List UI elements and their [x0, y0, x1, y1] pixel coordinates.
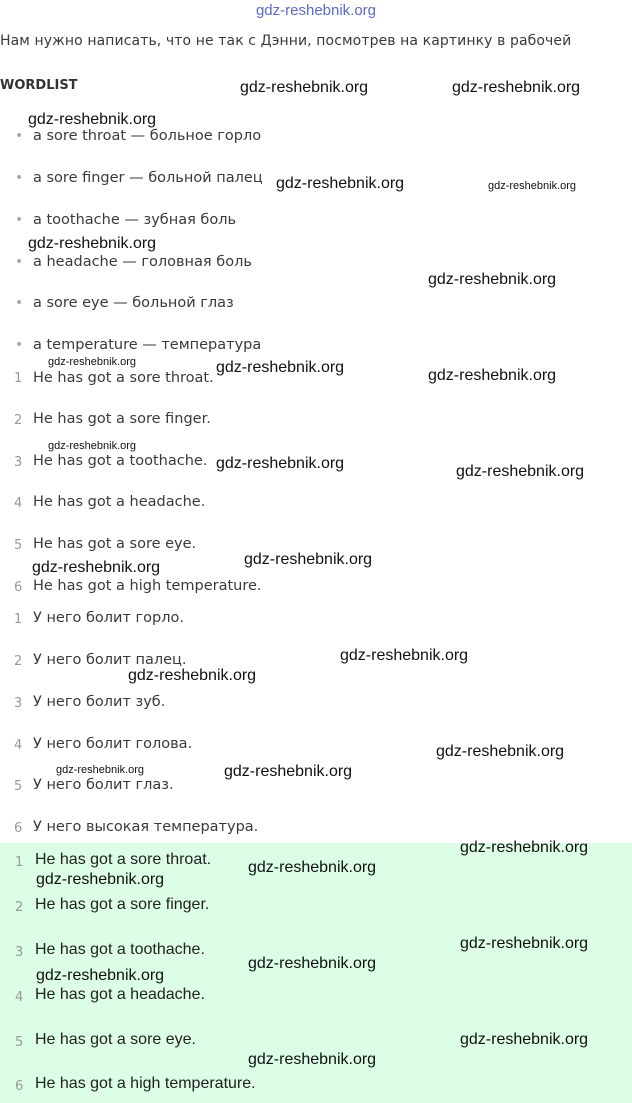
watermark: gdz-reshebnik.org — [456, 463, 585, 480]
russian-sentence: У него болит палец. — [33, 652, 187, 668]
sentence-number: 3 — [14, 696, 23, 711]
watermark: gdz-reshebnik.org — [452, 79, 581, 96]
sentence-number: 1 — [14, 612, 23, 627]
english-sentence: He has got a high temperature. — [33, 578, 262, 594]
wordlist-item: a temperature — температура — [33, 337, 262, 353]
sentence-number: 4 — [14, 738, 23, 753]
answer-sentence: He has got a high temperature. — [35, 1075, 256, 1092]
answer-sentence: He has got a headache. — [35, 986, 205, 1003]
answer-sentence: He has got a toothache. — [35, 941, 205, 958]
watermark: gdz-reshebnik.org — [248, 1051, 377, 1068]
header-watermark: gdz-reshebnik.org — [255, 2, 377, 19]
watermark: gdz-reshebnik.org — [428, 271, 557, 288]
english-sentence: He has got a headache. — [33, 494, 206, 510]
watermark: gdz-reshebnik.org — [436, 743, 565, 760]
bullet-icon: • — [15, 337, 24, 353]
answer-number: 3 — [15, 945, 24, 960]
wordlist-item: a sore eye — больной глаз — [33, 295, 234, 311]
watermark: gdz-reshebnik.org — [244, 551, 373, 568]
watermark: gdz-reshebnik.org — [48, 356, 137, 368]
watermark: gdz-reshebnik.org — [216, 359, 345, 376]
watermark: gdz-reshebnik.org — [32, 559, 161, 576]
watermark: gdz-reshebnik.org — [36, 871, 165, 888]
sentence-number: 6 — [14, 580, 23, 595]
answer-number: 1 — [15, 855, 24, 870]
watermark: gdz-reshebnik.org — [248, 859, 377, 876]
wordlist-item: a sore throat — больное горло — [33, 128, 262, 144]
watermark: gdz-reshebnik.org — [240, 79, 369, 96]
english-sentence: He has got a sore throat. — [33, 370, 214, 386]
bullet-icon: • — [15, 295, 24, 311]
watermark: gdz-reshebnik.org — [36, 967, 165, 984]
bullet-icon: • — [15, 254, 24, 270]
watermark: gdz-reshebnik.org — [48, 440, 137, 452]
wordlist-title: WORDLIST — [0, 78, 78, 93]
watermark: gdz-reshebnik.org — [340, 647, 469, 664]
russian-sentence: У него болит горло. — [33, 610, 184, 626]
watermark: gdz-reshebnik.org — [428, 367, 557, 384]
answer-sentence: He has got a sore eye. — [35, 1031, 196, 1048]
bullet-icon: • — [15, 170, 24, 186]
russian-sentence: У него высокая температура. — [33, 819, 259, 835]
sentence-number: 4 — [14, 496, 23, 511]
answer-number: 6 — [15, 1079, 24, 1094]
sentence-number: 1 — [14, 371, 23, 386]
russian-sentence: У него болит зуб. — [33, 694, 166, 710]
bullet-icon: • — [15, 212, 24, 228]
watermark: gdz-reshebnik.org — [224, 763, 353, 780]
sentence-number: 3 — [14, 455, 23, 470]
wordlist-item: a sore finger — больной палец — [33, 170, 263, 186]
russian-sentence: У него болит голова. — [33, 736, 193, 752]
watermark: gdz-reshebnik.org — [56, 764, 145, 776]
watermark: gdz-reshebnik.org — [248, 955, 377, 972]
watermark: gdz-reshebnik.org — [128, 667, 257, 684]
answer-sentence: He has got a sore throat. — [35, 851, 212, 868]
wordlist-item: a headache — головная боль — [33, 254, 252, 270]
watermark: gdz-reshebnik.org — [488, 180, 577, 192]
intro-text: Нам нужно написать, что не так с Дэнни, посмотрев на картинку в рабочей — [0, 33, 572, 49]
watermark: gdz-reshebnik.org — [460, 935, 589, 952]
watermark: gdz-reshebnik.org — [216, 455, 345, 472]
answer-number: 4 — [15, 990, 24, 1005]
sentence-number: 5 — [14, 538, 23, 553]
english-sentence: He has got a toothache. — [33, 453, 208, 469]
watermark: gdz-reshebnik.org — [460, 839, 589, 856]
wordlist-item: a toothache — зубная боль — [33, 212, 237, 228]
watermark: gdz-reshebnik.org — [28, 235, 157, 252]
watermark: gdz-reshebnik.org — [460, 1031, 589, 1048]
english-sentence: He has got a sore finger. — [33, 411, 211, 427]
sentence-number: 2 — [14, 654, 23, 669]
english-sentence: He has got a sore eye. — [33, 536, 197, 552]
watermark: gdz-reshebnik.org — [276, 175, 405, 192]
watermark: gdz-reshebnik.org — [28, 111, 157, 128]
bullet-icon: • — [15, 128, 24, 144]
sentence-number: 2 — [14, 413, 23, 428]
answer-number: 2 — [15, 900, 24, 915]
answer-sentence: He has got a sore finger. — [35, 896, 210, 913]
answer-number: 5 — [15, 1035, 24, 1050]
sentence-number: 6 — [14, 821, 23, 836]
sentence-number: 5 — [14, 779, 23, 794]
russian-sentence: У него болит глаз. — [33, 777, 174, 793]
